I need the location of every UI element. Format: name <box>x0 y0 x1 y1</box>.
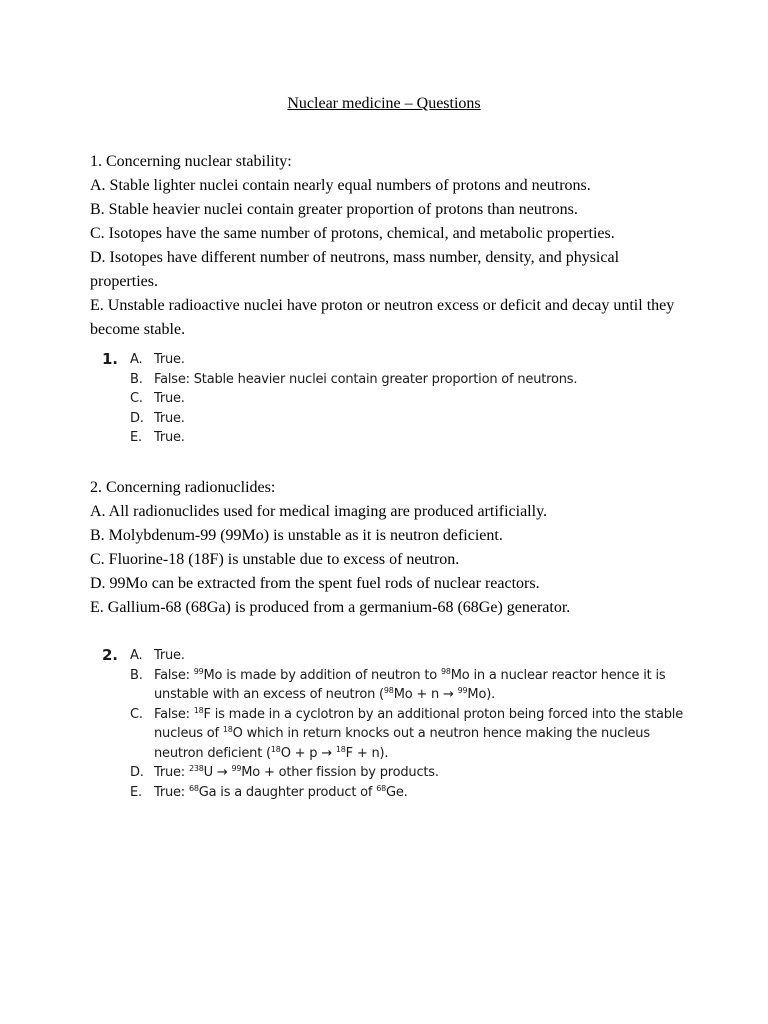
answer-letter: C. <box>130 391 143 406</box>
answer-letter: B. <box>130 667 143 683</box>
page-title: Nuclear medicine – Questions <box>287 95 481 112</box>
answer-letter: A. <box>130 648 143 663</box>
answer-text: False: Stable heavier nuclei contain greater proportion of neutrons. <box>154 371 578 387</box>
answer-letter: B. <box>130 371 143 387</box>
answer-row <box>102 389 684 409</box>
answer-number: 1. <box>102 350 118 368</box>
answers-2 <box>102 646 684 802</box>
answer-row <box>102 666 684 705</box>
answer-text: True: $^{238}$U → $^{99}$Mo + other fission by products. <box>154 764 439 780</box>
answer-text: False: $^{18}$F is made in a cyclotron by an additional proton being forced into the stable nucleus of $^{18}$O which in return knocks out a neutron hence making the nucleus neutron deficient ($^{18}$O + p → $^{18}$F + n). <box>154 705 683 761</box>
answer-row <box>102 370 684 390</box>
answer-number: 2. <box>102 646 118 664</box>
answer-row <box>102 763 684 783</box>
answer-row <box>102 705 684 764</box>
question-1 <box>90 150 690 342</box>
question-stem: 1. Concerning nuclear stability: <box>90 153 292 170</box>
answer-letter: D. <box>130 410 144 426</box>
question-option: A. All radionuclides used for medical imaging are produced artificially. <box>90 503 548 520</box>
answer-row <box>102 783 684 803</box>
question-option: C. Isotopes have the same number of protons, chemical, and metabolic properties. <box>90 225 615 242</box>
answer-text: True. <box>154 352 185 367</box>
answer-row <box>102 428 684 448</box>
answer-text: True. <box>154 430 185 445</box>
answer-letter: D. <box>130 765 144 780</box>
question-option: B. Stable heavier nuclei contain greater proportion of protons than neutrons. <box>90 201 578 218</box>
answer-letter: C. <box>130 706 143 722</box>
answer-row <box>102 409 684 429</box>
answer-row <box>102 350 684 370</box>
answer-text: False: $^{99}$Mo is made by addition of neutron to $^{98}$Mo in a nuclear reactor hence it is unstable with an excess of neutron ($^{98}$Mo + n → $^{99}$Mo). <box>154 666 666 702</box>
answer-text: True: $^{68}$Ga is a daughter product of $^{68}$Ge. <box>154 783 408 800</box>
answer-letter: E. <box>130 784 142 800</box>
answer-letter: E. <box>130 430 142 445</box>
answer-row <box>102 646 684 666</box>
question-option: E. Unstable radioactive nuclei have proton or neutron excess or deficit and decay until they become stable. <box>90 297 675 338</box>
question-2 <box>90 476 690 620</box>
answer-letter: A. <box>130 352 143 367</box>
question-option: C. Fluorine-18 (18F) is unstable due to excess of neutron. <box>90 551 460 568</box>
answer-text: True. <box>154 391 185 406</box>
answers-1 <box>102 350 684 448</box>
answer-text: True. <box>154 648 185 663</box>
question-option: D. Isotopes have different number of neutrons, mass number, density, and physical properties. <box>90 249 620 290</box>
question-stem: 2. Concerning radionuclides: <box>90 479 276 496</box>
question-option: D. 99Mo can be extracted from the spent fuel rods of nuclear reactors. <box>90 575 540 592</box>
answer-text: True. <box>154 410 185 426</box>
question-option: A. Stable lighter nuclei contain nearly equal numbers of protons and neutrons. <box>90 177 591 194</box>
question-option: B. Molybdenum-99 (99Mo) is unstable as it is neutron deficient. <box>90 527 503 544</box>
question-option: E. Gallium-68 (68Ga) is produced from a germanium-68 (68Ge) generator. <box>90 599 571 616</box>
